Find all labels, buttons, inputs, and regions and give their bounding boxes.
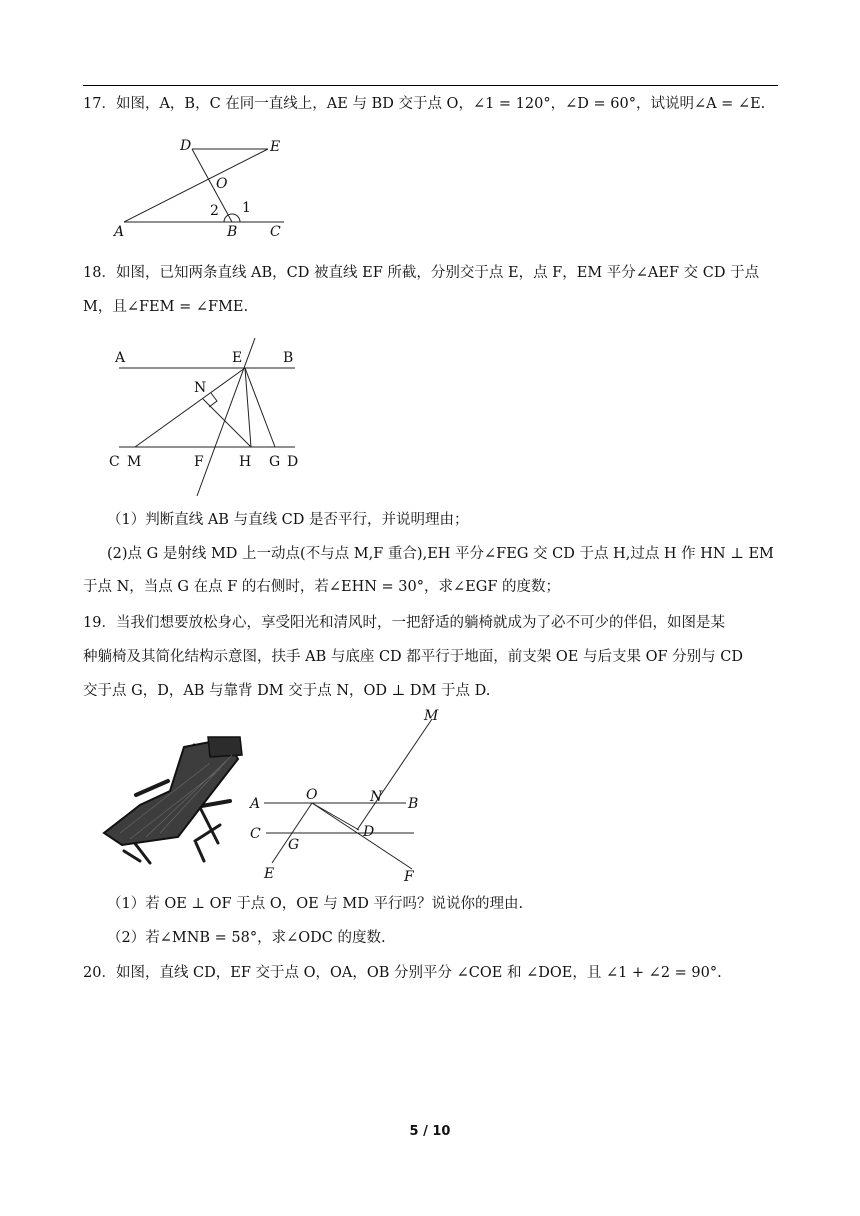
q18-label-d: D [287,454,299,470]
q19-label-d: D [363,824,375,840]
top-rule [83,85,778,86]
q17-label-e: E [270,139,281,155]
q18-label-n: N [194,380,207,396]
q19-label-a: A [250,796,261,812]
q19-label-n: N [370,789,383,805]
q18-part1: （1）判断直线 AB 与直线 CD 是否平行，并说明理由； [107,512,469,528]
q17-label-2: 2 [210,203,219,219]
q19-text-2: 种躺椅及其简化结构示意图，扶手 AB 与底座 CD 都平行于地面，前支架 OE 与后支果 OF 分别与 CD [83,649,743,665]
q20-text: 20．如图，直线 CD，EF 交于点 O，OA，OB 分别平分 ∠COE 和 ∠DOE，且 ∠1 + ∠2 = 90°. [83,965,722,981]
q18-text-2: M，且∠FEM = ∠FME. [83,299,249,315]
q18-label-c: C [109,454,120,470]
q17-label-a: A [114,224,125,240]
q18-part2-line2: 于点 N，当点 G 在点 F 的右侧时，若∠EHN = 30°，求∠EGF 的度数； [83,579,560,595]
q17-figure [110,132,300,244]
q19-label-m: M [424,708,439,724]
q17-label-o: O [216,176,228,192]
q17-label-1: 1 [242,200,251,216]
q19-part2: （2）若∠MNB = 58°，求∠ODC 的度数. [107,930,386,946]
q18-label-a: A [115,350,126,366]
q18-figure [105,336,315,501]
q19-label-c: C [250,826,261,842]
q18-part2-line1: (2)点 G 是射线 MD 上一动点(不与点 M,F 重合),EH 平分∠FEG 交 CD 于点 H,过点 H 作 HN ⊥ EM [107,546,774,562]
q17-text: 17．如图，A，B，C 在同一直线上，AE 与 BD 交于点 O，∠1 = 120°，∠D = 60°，试说明∠A = ∠E. [83,96,766,112]
q17-label-b: B [227,224,238,240]
q19-label-o: O [306,787,318,803]
q19-text-3: 交于点 G，D，AB 与靠背 DM 交于点 N，OD ⊥ DM 于点 D. [83,683,491,699]
q19-label-f: F [404,869,414,885]
q19-figure [244,703,454,888]
q17-label-d: D [180,138,192,154]
q18-label-g: G [269,454,281,470]
q18-text-1: 18．如图，已知两条直线 AB，CD 被直线 EF 所截，分别交于点 E，点 F，EM 平分∠AEF 交 CD 于点 [83,265,760,281]
q19-text-1: 19．当我们想要放松身心，享受阳光和清风时，一把舒适的躺椅就成为了必不可少的伴侣，如图是某 [83,615,725,631]
q19-label-g: G [288,837,300,853]
q18-label-e: E [232,350,243,366]
q19-label-b: B [408,796,419,812]
q18-label-f: F [194,454,204,470]
q18-label-b: B [283,350,294,366]
q19-label-e: E [264,866,275,882]
q19-part1: （1）若 OE ⊥ OF 于点 O，OE 与 MD 平行吗？说说你的理由. [107,896,524,912]
lounge-chair-image [100,733,250,868]
q18-label-h: H [239,454,252,470]
q17-label-c: C [270,224,281,240]
page-number: 5 / 10 [409,1124,451,1139]
q18-label-m: M [127,454,142,470]
